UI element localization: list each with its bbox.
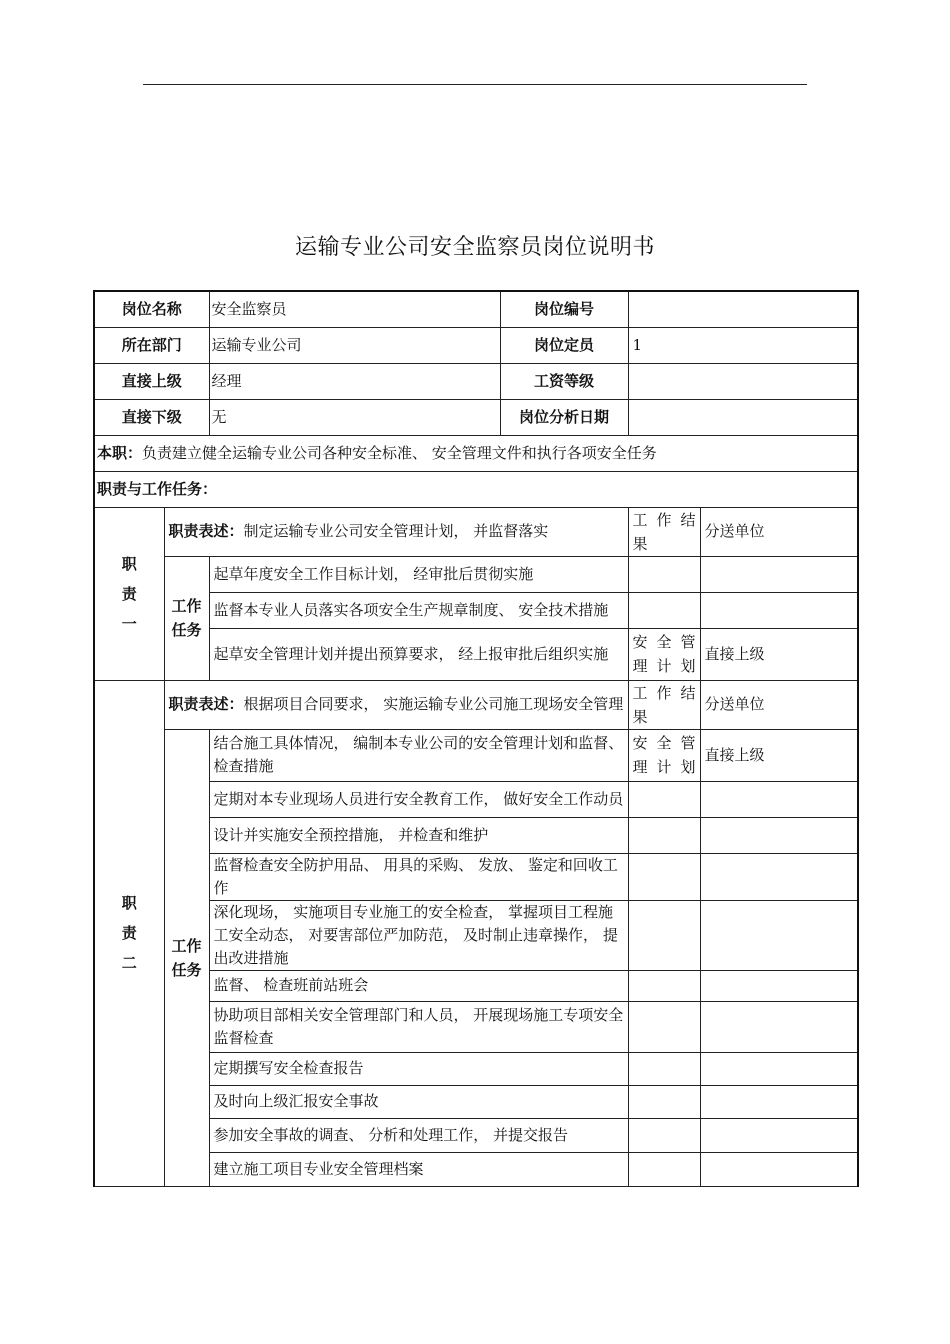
duty-one-task: 监督本专业人员落实各项安全生产规章制度、 安全技术措施 [209,592,628,628]
main-duty-label: 本职： [97,443,143,462]
duty-two-task-result [628,1152,700,1186]
job-description-table [93,290,859,1187]
duty-two-task-dest [700,853,858,900]
duty-one-task: 起草安全管理计划并提出预算要求， 经上报审批后组织实施 [209,628,628,680]
duty-two-label: 职 责 二 [94,680,164,1186]
staffing-value: 1 [628,327,858,363]
duty-two-task-result [628,1001,700,1052]
duty-two-dest-header: 分送单位 [700,680,858,729]
duty-two-task-dest [700,1085,858,1118]
duty-two-task-dest [700,970,858,1001]
analysis-date-label: 岗位分析日期 [500,399,628,435]
analysis-date-value [628,399,858,435]
superior-label: 直接上级 [94,363,209,399]
page-title: 运输专业公司安全监察员岗位说明书 [294,235,655,260]
main-duty-text: 负责建立健全运输专业公司各种安全标准、 安全管理文件和执行各项安全任务 [142,443,657,462]
duty-two-task: 定期撰写安全检查报告 [209,1052,628,1085]
duty-one-task-dest [700,556,858,592]
superior-value: 经理 [209,363,500,399]
duty-two-result-header: 工 作 结 果 [628,680,700,729]
duty-two-task: 深化现场， 实施项目专业施工的安全检查， 掌握项目工程施工安全动态， 对要害部位严加防范， 及时制止违章操作， 提出改进措施 [209,900,628,970]
duty-two-statement: 职责表述：根据项目合同要求， 实施运输专业公司施工现场安全管理 [164,680,628,729]
duty-one-tasks-label: 工作 任务 [164,556,209,680]
duty-two-task: 监督检查安全防护用品、 用具的采购、 发放、 鉴定和回收工作 [209,853,628,900]
subordinate-value: 无 [209,399,500,435]
duty-two-task-dest [700,1152,858,1186]
duty-two-task-dest [700,1052,858,1085]
post-code-value [628,291,858,327]
duty-two-task-dest [700,1118,858,1152]
dept-value: 运输专业公司 [209,327,500,363]
duty-two-tasks-label: 工作 任务 [164,729,209,1186]
salary-value [628,363,858,399]
duty-two-task-result [628,1085,700,1118]
duty-two-task: 协助项目部相关安全管理部门和人员， 开展现场施工专项安全监督检查 [209,1001,628,1052]
duty-two-task-dest: 直接上级 [700,729,858,781]
duty-one-dest-header: 分送单位 [700,507,858,556]
duty-one-task: 起草年度安全工作目标计划， 经审批后贯彻实施 [209,556,628,592]
duty-two-task: 参加安全事故的调查、 分析和处理工作， 并提交报告 [209,1118,628,1152]
duty-one-label: 职 责 一 [94,507,164,680]
subordinate-label: 直接下级 [94,399,209,435]
duty-two-task-dest [700,1001,858,1052]
post-name-label: 岗位名称 [94,291,209,327]
duty-two-task-result [628,900,700,970]
post-code-label: 岗位编号 [500,291,628,327]
duty-two-task-result [628,1118,700,1152]
duty-two-task-result [628,781,700,817]
header-rule [143,84,807,85]
duty-one-task-result: 安 全 管 理计划 [628,628,700,680]
duty-one-statement: 职责表述：制定运输专业公司安全管理计划， 并监督落实 [164,507,628,556]
dept-label: 所在部门 [94,327,209,363]
duties-heading: 职责与工作任务： [94,471,858,507]
duty-two-task-result [628,853,700,900]
duty-one-result-header: 工 作 结 果 [628,507,700,556]
duty-one-task-dest [700,592,858,628]
post-name-value: 安全监察员 [209,291,500,327]
duty-two-task-dest [700,817,858,853]
main-duty-row [94,435,858,471]
duty-two-task: 结合施工具体情况， 编制本专业公司的安全管理计划和监督、 检查措施 [209,729,628,781]
duty-two-task: 建立施工项目专业安全管理档案 [209,1152,628,1186]
duty-two-task: 设计并实施安全预控措施， 并检查和维护 [209,817,628,853]
duty-two-task-dest [700,781,858,817]
duty-two-task-result [628,1052,700,1085]
duty-two-task-result [628,970,700,1001]
duty-one-task-dest: 直接上级 [700,628,858,680]
duty-two-task-result: 安 全 管 理计划 [628,729,700,781]
duty-two-task-result [628,817,700,853]
salary-label: 工资等级 [500,363,628,399]
duty-one-task-result [628,556,700,592]
duty-two-task: 及时向上级汇报安全事故 [209,1085,628,1118]
duty-two-task: 定期对本专业现场人员进行安全教育工作， 做好安全工作动员 [209,781,628,817]
staffing-label: 岗位定员 [500,327,628,363]
duty-one-task-result [628,592,700,628]
duty-two-task-dest [700,900,858,970]
duty-two-task: 监督、 检查班前站班会 [209,970,628,1001]
